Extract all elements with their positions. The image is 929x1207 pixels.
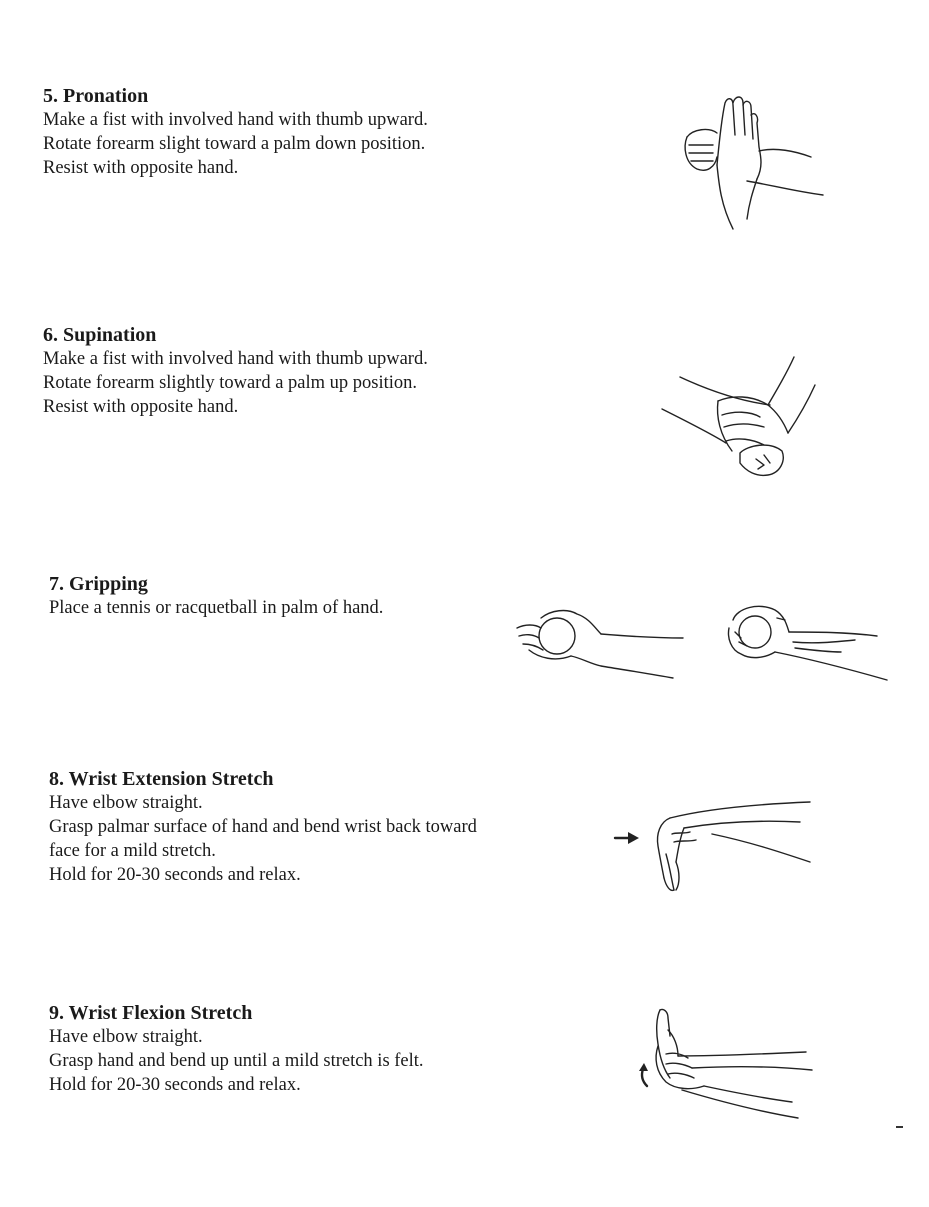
instruction-line: Hold for 20-30 seconds and relax. (49, 1075, 301, 1095)
supination-illustration (660, 355, 825, 485)
instruction-line: Have elbow straight. (49, 793, 203, 813)
instruction-line: Resist with opposite hand. (43, 158, 239, 178)
exercise-wrist-flexion-stretch (49, 1001, 424, 1097)
instruction-line: Rotate forearm slightly toward a palm up position. (43, 373, 418, 393)
exercise-gripping (49, 572, 383, 620)
exercise-title: 9. Wrist Flexion Stretch (49, 1002, 253, 1024)
wrist-extension-illustration (650, 798, 820, 898)
pronation-illustration (675, 95, 825, 235)
exercise-supination (43, 323, 428, 419)
instruction-line: Make a fist with involved hand with thumb upward. (43, 349, 428, 369)
exercise-pronation (43, 84, 428, 180)
gripping-illustration (515, 598, 895, 690)
exercise-title: 6. Supination (43, 324, 157, 346)
instruction-line: face for a mild stretch. (49, 841, 216, 861)
exercise-title: 8. Wrist Extension Stretch (49, 768, 274, 790)
exercise-title: 7. Gripping (49, 573, 148, 595)
wrist-flexion-illustration (652, 1006, 817, 1124)
instruction-line: Place a tennis or racquetball in palm of hand. (49, 598, 384, 618)
instruction-line: Grasp hand and bend up until a mild stretch is felt. (49, 1051, 424, 1071)
instruction-line: Have elbow straight. (49, 1027, 203, 1047)
exercise-title: 5. Pronation (43, 85, 149, 107)
instruction-line: Hold for 20-30 seconds and relax. (49, 865, 301, 885)
exercise-wrist-extension-stretch (49, 767, 477, 887)
right-arrow-icon (614, 831, 640, 845)
instruction-line: Make a fist with involved hand with thumb upward. (43, 110, 428, 130)
page-mark (896, 1126, 903, 1128)
instruction-line: Grasp palmar surface of hand and bend wrist back toward (49, 817, 477, 837)
instruction-line: Resist with opposite hand. (43, 397, 239, 417)
instruction-line: Rotate forearm slight toward a palm down position. (43, 134, 426, 154)
